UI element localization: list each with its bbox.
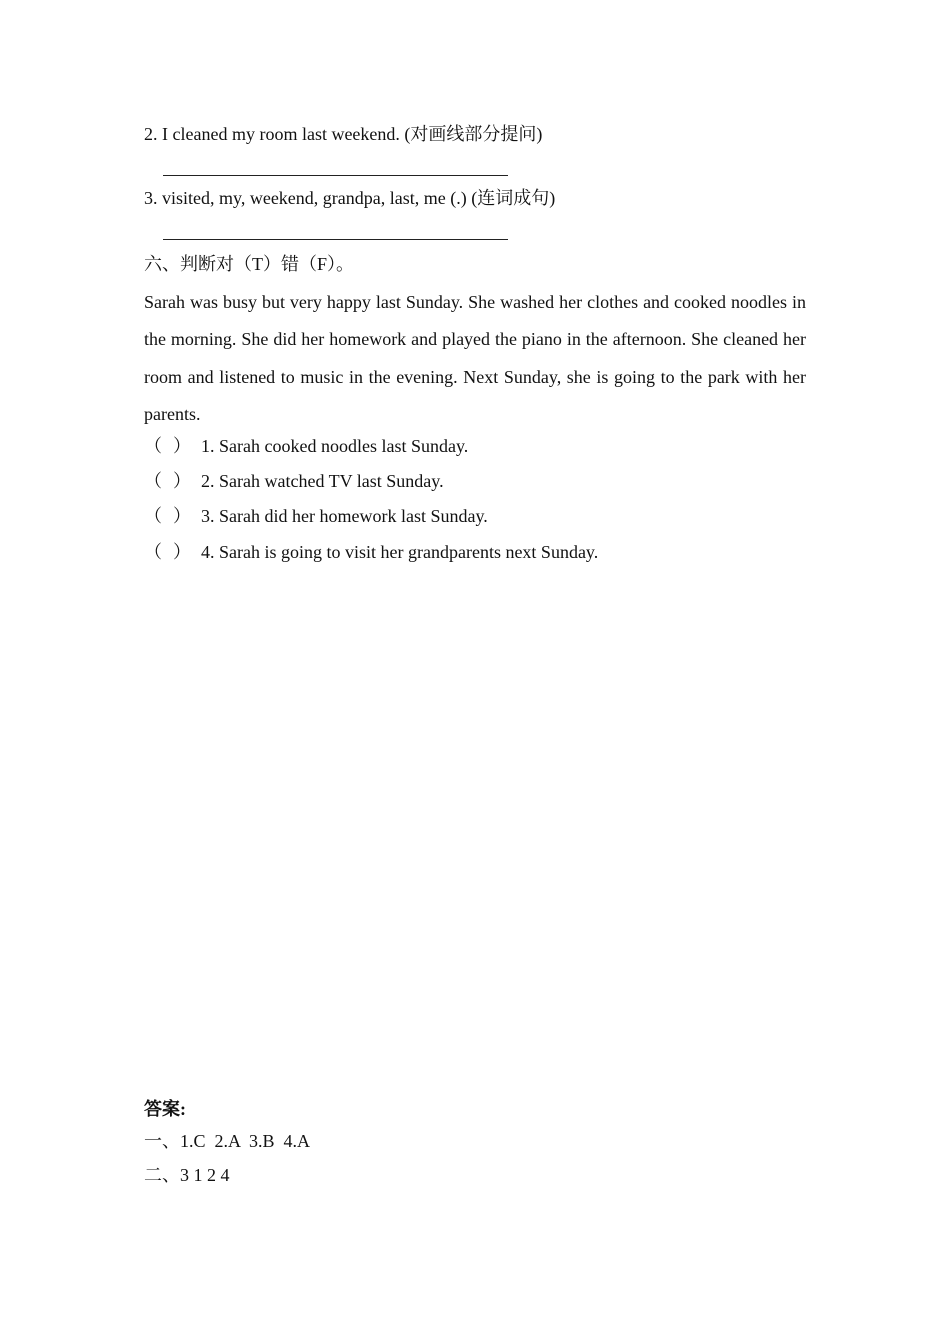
judge-item-1 [144,434,468,458]
answer-blank-2 [163,175,508,176]
section-6-heading: 六、判断对（T）错（F）。 [144,254,355,274]
judge-item-2 [144,469,444,493]
answer-parentheses: （ ） [144,506,191,526]
answers-heading: 答案: [144,1099,186,1119]
reading-passage: Sarah was busy but very happy last Sunday. She washed her clothes and cooked noodles in the morning. She did her homework and played the piano in the afternoon. She cleaned her room and listened to music in the evening. Next Sunday, she is going to the park with her parents. [144,292,806,424]
answers-line-2: 二、3 1 2 4 [144,1165,230,1185]
answer-parentheses: （ ） [144,542,191,562]
judge-item-text: 3. Sarah did her homework last Sunday. [201,506,488,526]
judge-item-4 [144,540,598,564]
answers-line-1: 一、1.C 2.A 3.B 4.A [144,1131,311,1151]
judge-item-text: 1. Sarah cooked noodles last Sunday. [201,436,469,456]
judge-item-3 [144,504,488,528]
answer-parentheses: （ ） [144,436,191,456]
question-2: 2. I cleaned my room last weekend. (对画线部分提问) [144,124,543,144]
judge-item-text: 4. Sarah is going to visit her grandparents next Sunday. [201,542,599,562]
answer-parentheses: （ ） [144,471,191,491]
judge-item-text: 2. Sarah watched TV last Sunday. [201,471,444,491]
question-3: 3. visited, my, weekend, grandpa, last, me (.) (连词成句) [144,188,556,208]
answer-blank-3 [163,239,508,240]
